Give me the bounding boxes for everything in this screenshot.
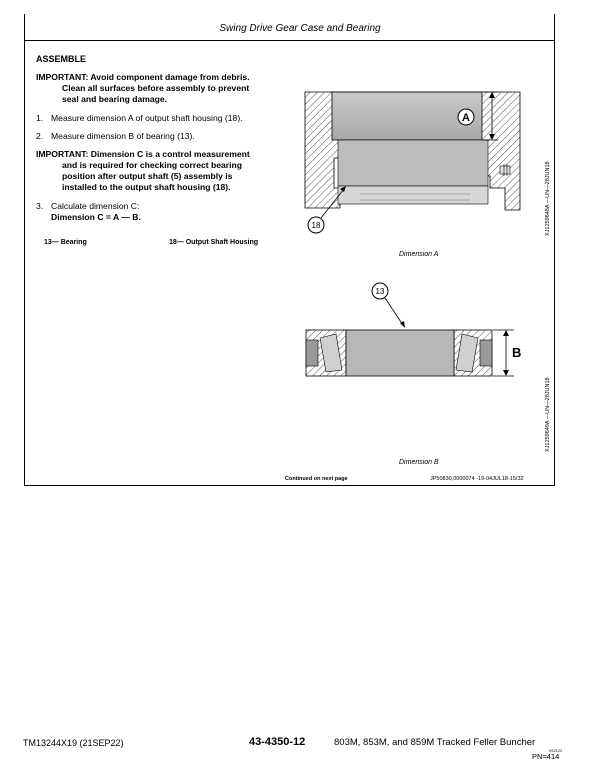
bearing-bore xyxy=(346,330,454,376)
dimension-b-label: B xyxy=(512,345,522,360)
step-2 xyxy=(36,131,292,142)
figure-dimension-a xyxy=(300,88,522,240)
step-number: 1. xyxy=(36,113,44,123)
step-formula: Dimension C = A — B. xyxy=(51,212,141,222)
footer-manual-id: TM13244X19 (21SEP22) xyxy=(23,738,124,748)
important-note-dimension-c xyxy=(36,149,292,193)
step-text: Measure dimension B of bearing (13). xyxy=(51,131,195,141)
important-dimc-line-3: position after output shaft (5) assembly is xyxy=(62,171,233,181)
continued-note: Continued on next page xyxy=(285,476,348,482)
footer-small-code: 092122 xyxy=(549,748,563,753)
footer-page-code: 43-4350-12 xyxy=(249,736,306,748)
housing-step xyxy=(338,140,488,186)
instruction-column xyxy=(36,54,292,230)
important-note-debris xyxy=(36,72,292,105)
page-header-title: Swing Drive Gear Case and Bearing xyxy=(219,23,381,34)
legend-item-output-shaft-housing: 18— Output Shaft Housing xyxy=(169,239,259,246)
footer-model: 803M, 853M, and 859M Tracked Feller Buncher xyxy=(334,737,536,748)
legend-item-bearing: 13— Bearing xyxy=(44,239,87,246)
important-debris-line-1: IMPORTANT: Avoid component damage from debris. xyxy=(36,72,250,82)
callout-18-label: 18 xyxy=(311,221,321,230)
figure-dimension-b xyxy=(302,280,522,380)
figure-a-caption: Dimension A xyxy=(399,251,439,258)
important-debris-line-2: Clean all surfaces before assembly to prevent xyxy=(62,83,250,93)
important-debris-line-3: seal and bearing damage. xyxy=(62,94,168,104)
footer-page-number: PN=414 xyxy=(532,752,560,761)
step-3 xyxy=(36,201,292,223)
important-dimc-line-1: IMPORTANT: Dimension C is a control measurement xyxy=(36,149,250,159)
callout-13-label: 13 xyxy=(375,287,385,296)
dimension-a-label: A xyxy=(462,112,470,124)
document-reference: JP50830,0000074 -19-04JUL18-15/32 xyxy=(430,476,524,482)
section-heading: ASSEMBLE xyxy=(36,54,87,64)
step-1 xyxy=(36,113,292,124)
figure-b-caption: Dimension B xyxy=(399,459,439,466)
step-text: Measure dimension A of output shaft housing (18). xyxy=(51,113,243,123)
housing-fitting xyxy=(500,166,510,174)
figure-b-id: XJ1259649A —UN—28JUN18 xyxy=(545,377,551,452)
figure-a-id: XJ1259648A —UN—28JUN18 xyxy=(545,161,551,236)
step-number: 3. xyxy=(36,201,44,211)
parts-legend xyxy=(44,239,284,246)
step-text: Calculate dimension C: xyxy=(51,201,140,211)
important-dimc-line-2: and is required for checking correct bearing xyxy=(62,160,243,170)
important-dimc-line-4: installed to the output shaft housing (18). xyxy=(62,182,231,192)
step-number: 2. xyxy=(36,131,44,141)
